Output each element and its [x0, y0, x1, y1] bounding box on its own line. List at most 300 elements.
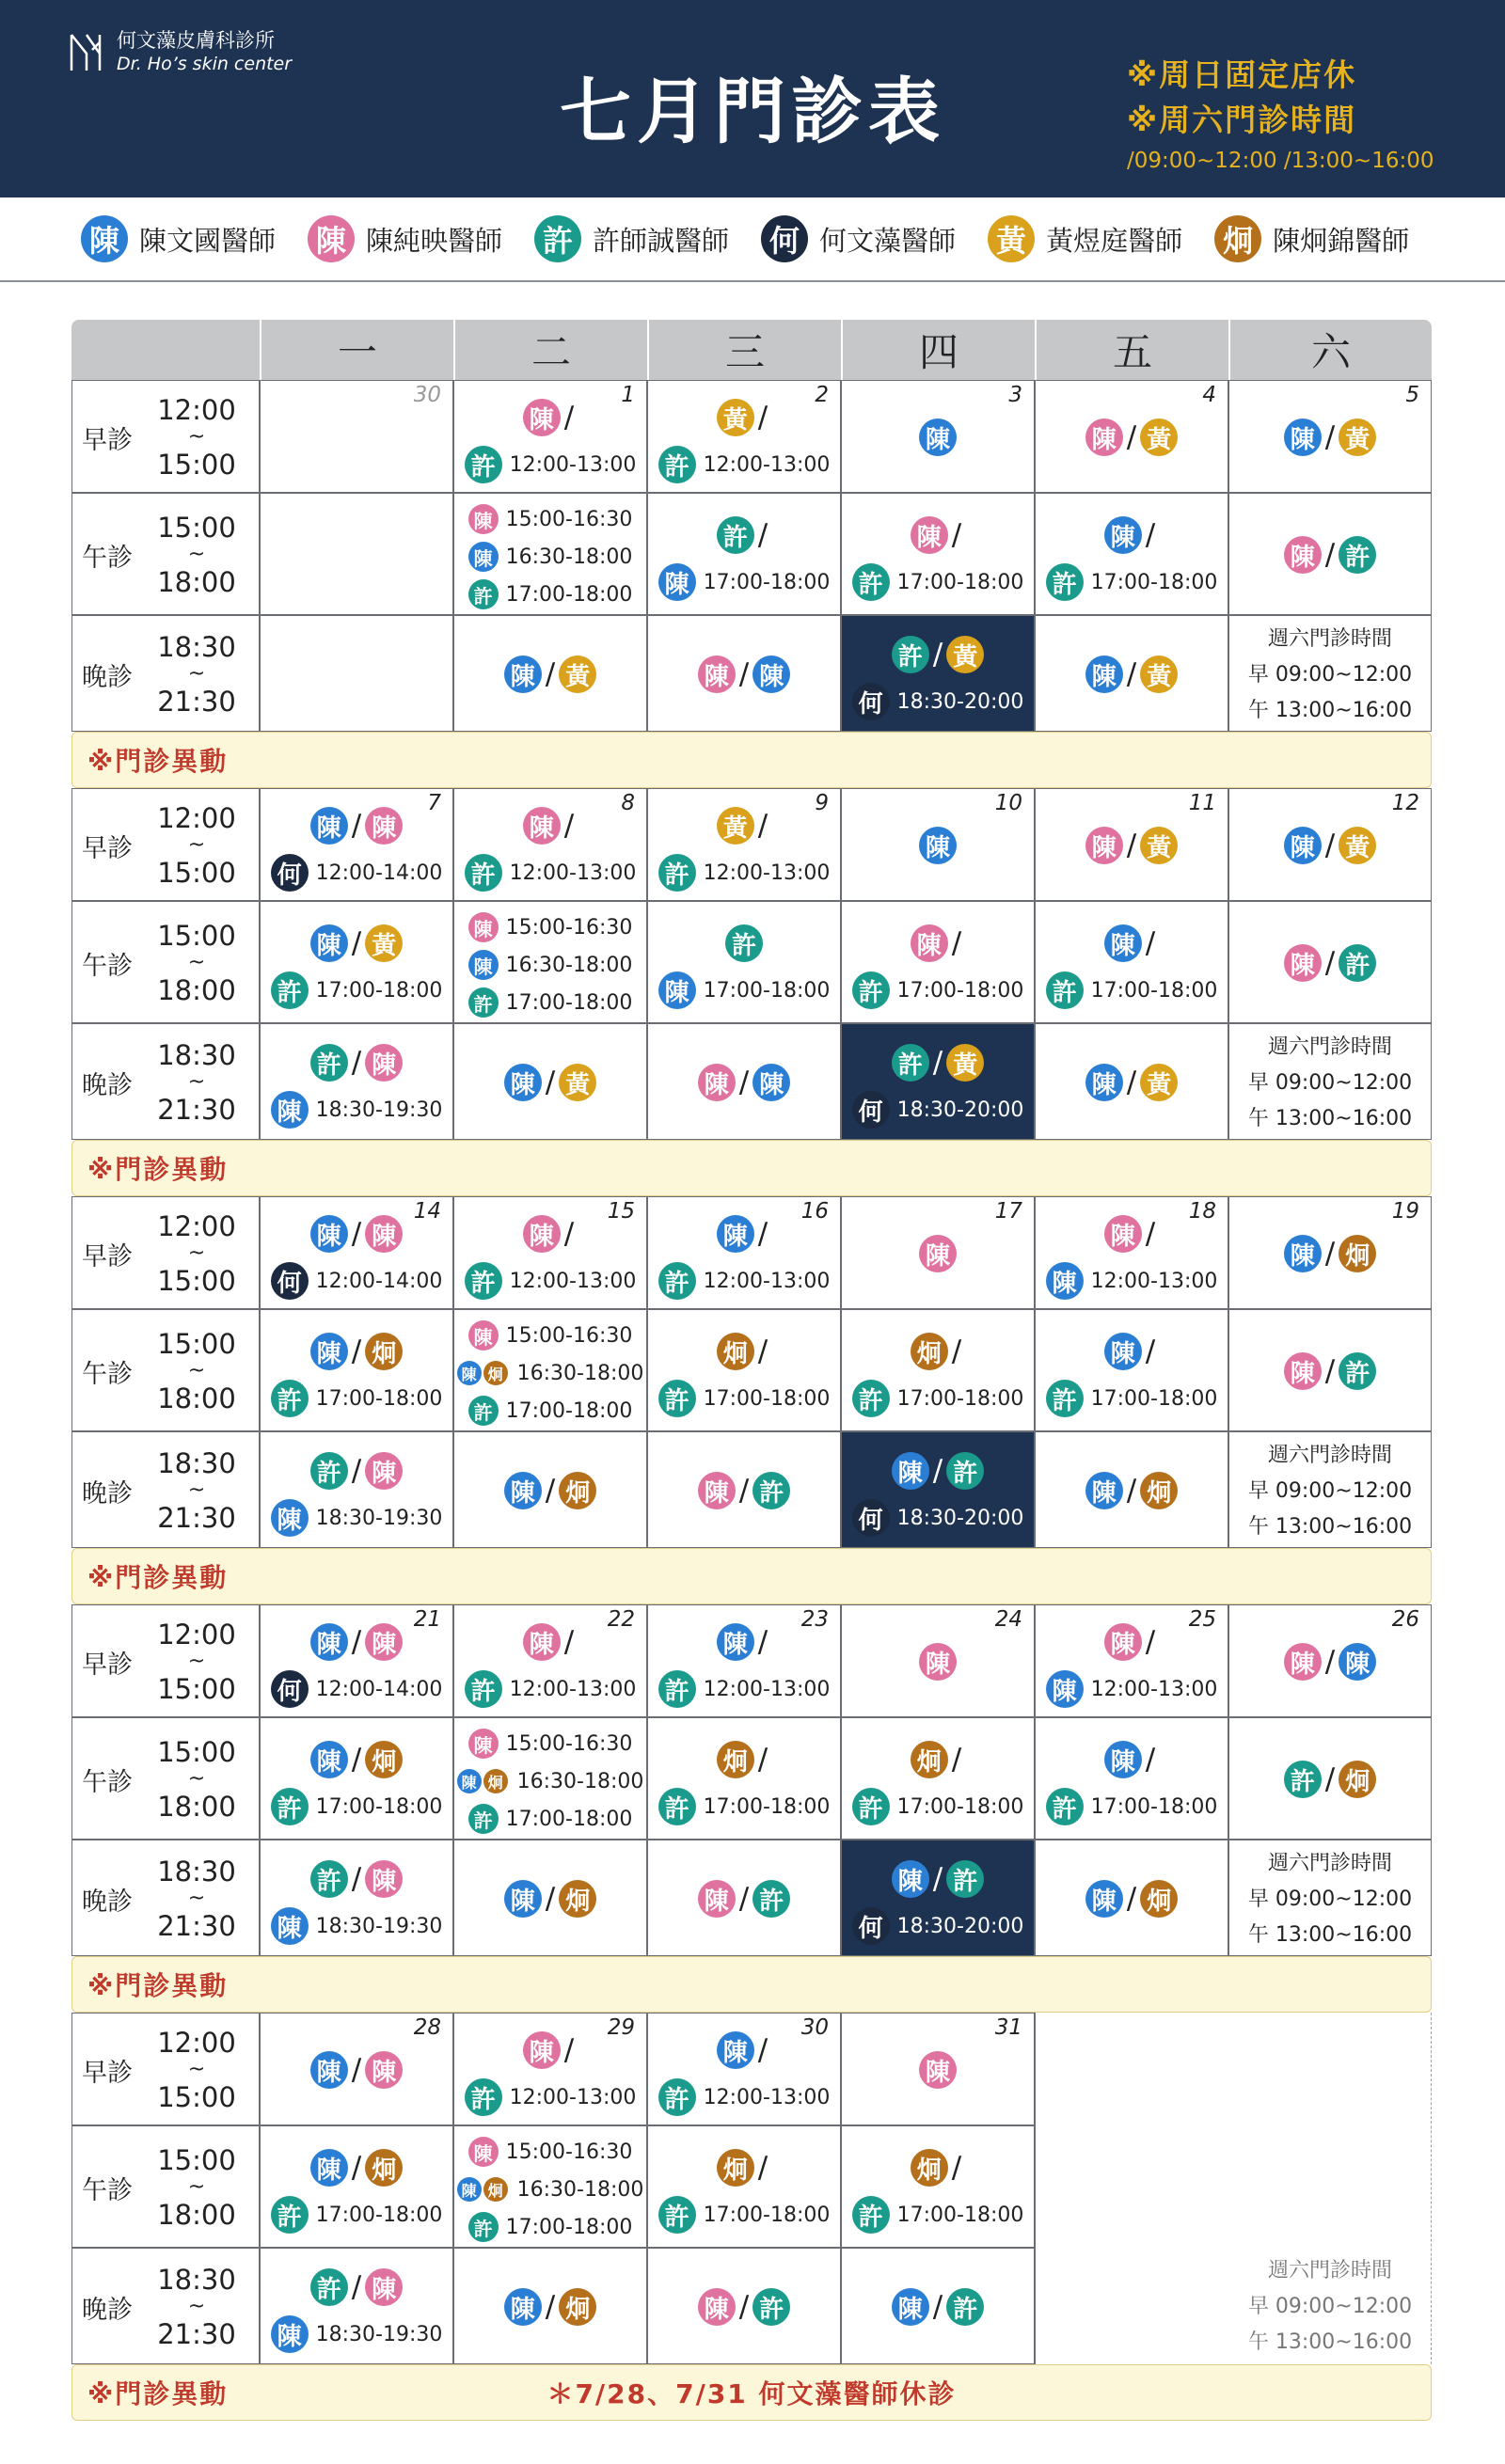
slash-separator: / — [563, 809, 575, 843]
schedule-cell — [453, 1840, 647, 1956]
assignment-row — [1036, 1210, 1228, 1257]
doctor-badge-icon: 許 — [852, 1788, 890, 1825]
slash-separator: / — [951, 2151, 962, 2185]
date-number: 21 — [413, 1607, 441, 1632]
doctor-badge-icon: 陳 — [523, 1215, 561, 1253]
date-number: 24 — [994, 1607, 1022, 1632]
time-range: 12:00-13:00 — [703, 2085, 831, 2109]
assignment-row — [648, 849, 840, 896]
slash-separator: / — [351, 2151, 362, 2185]
assignment-row — [454, 441, 646, 488]
doctor-badge-icon: 許 — [468, 579, 499, 609]
schedule-cell — [647, 1023, 841, 1140]
slash-separator: / — [1145, 1335, 1156, 1368]
assignment-row — [842, 1328, 1034, 1375]
assignment-row — [1036, 651, 1228, 698]
assignment-row — [261, 1257, 452, 1304]
schedule-cell — [453, 901, 647, 1023]
schedule-change-note: ＊7/28、7/31 何文藻醫師休診 — [547, 2378, 957, 2409]
doctor-badge-icon: 許 — [310, 1452, 348, 1490]
slot-hours — [133, 1040, 261, 1125]
schedule-cell — [841, 901, 1035, 1023]
schedule-cell — [1035, 1604, 1228, 1717]
assignment-row — [648, 1375, 840, 1422]
schedule-change-banner — [71, 1140, 1432, 1196]
doctor-badge-icon: 陳 — [658, 563, 696, 601]
schedule-change-label: ※門診異動 — [87, 1562, 229, 1593]
doctor-badge-icon: 陳 — [919, 1643, 957, 1681]
slot-tilde: ~ — [187, 543, 206, 566]
slash-separator: / — [1126, 1474, 1137, 1508]
time-range: 16:30-18:00 — [516, 2177, 644, 2202]
saturday-hours-am: 早 09:00~12:00 — [1247, 663, 1413, 687]
saturday-hours-title: 週六門診時間 — [1267, 1852, 1392, 1875]
doctor-badge-icon: 許 — [946, 2288, 984, 2326]
slot-time-cell — [71, 2248, 260, 2364]
schedule-cell — [1035, 380, 1228, 493]
doctor-badge-icon: 陳 — [504, 1064, 542, 1101]
schedule-cell — [841, 1717, 1035, 1840]
slash-separator: / — [563, 1625, 575, 1659]
assignment-row — [648, 1328, 840, 1375]
saturday-hours-title: 週六門診時間 — [1267, 2259, 1392, 2282]
saturday-hours-pm: 午 13:00~16:00 — [1247, 699, 1413, 722]
assignment-row — [648, 802, 840, 849]
slot-name: 午診 — [82, 951, 133, 981]
slash-separator: / — [563, 401, 575, 434]
slot-tilde: ~ — [187, 1241, 206, 1265]
doctor-badge-icon: 陳 — [1104, 1333, 1142, 1370]
assignment-row — [454, 1392, 646, 1429]
doctor-badge-icon: 許 — [725, 924, 763, 962]
doctor-badge-icon: 許 — [1339, 1352, 1376, 1390]
slot-name: 早診 — [82, 2058, 133, 2088]
doctor-badge-icon: 陳 — [504, 2288, 542, 2326]
slash-separator: / — [1324, 1237, 1336, 1271]
time-range: 15:00-16:30 — [505, 1731, 633, 1756]
assignment-row — [842, 1086, 1034, 1133]
date-number: 29 — [607, 2015, 635, 2040]
schedule-cell — [453, 1196, 647, 1309]
assignment-row — [1229, 940, 1431, 987]
doctor-badge-icon: 炯 — [717, 1741, 754, 1778]
time-range: 12:00-14:00 — [315, 861, 443, 885]
schedule-cell — [1035, 1840, 1228, 1956]
assignment-row — [454, 1619, 646, 1666]
doctor-badge-icon: 許 — [658, 1262, 696, 1300]
doctor-badge-icon: 何 — [852, 1907, 890, 1945]
time-range: 15:00-16:30 — [505, 915, 633, 940]
doctor-badge-icon: 許 — [658, 854, 696, 892]
saturday-hours-title: 週六門診時間 — [1267, 627, 1392, 651]
slot-end: 18:00 — [157, 1382, 236, 1414]
assignment-row — [648, 1059, 840, 1106]
assignment-row — [842, 631, 1034, 678]
time-range: 17:00-18:00 — [505, 1398, 633, 1423]
assignment-row — [454, 576, 646, 613]
schedule-change-banner — [71, 1548, 1432, 1604]
schedule-cell — [453, 380, 647, 493]
slash-separator: / — [1324, 829, 1336, 862]
slot-hours — [133, 921, 261, 1005]
slash-separator: / — [1324, 420, 1336, 454]
doctor-badge-icon: 許 — [946, 1860, 984, 1898]
slash-separator: / — [738, 1474, 750, 1508]
slash-separator: / — [738, 1066, 750, 1099]
slash-separator: / — [545, 657, 556, 691]
assignment-row — [261, 1736, 452, 1783]
date-number: 12 — [1391, 791, 1419, 815]
doctor-badge-icon: 陳 — [310, 2051, 348, 2089]
schedule-cell — [1228, 1309, 1432, 1431]
time-range: 12:00-13:00 — [703, 452, 831, 477]
assignment-row — [1036, 822, 1228, 869]
slash-separator: / — [757, 1335, 768, 1368]
slot-hours — [133, 1737, 261, 1822]
doctor-badge-icon: 陳 — [365, 1860, 403, 1898]
slash-separator: / — [1145, 926, 1156, 960]
assignment-row — [454, 849, 646, 896]
assignment-row — [261, 920, 452, 967]
date-number: 23 — [800, 1607, 829, 1632]
schedule-cell — [453, 1309, 647, 1431]
legend-doctor-name: 許師誠醫師 — [593, 224, 730, 257]
assignment-row — [1229, 822, 1431, 869]
time-range: 12:00-13:00 — [703, 1269, 831, 1293]
slot-end: 15:00 — [157, 857, 236, 889]
slash-separator: / — [1145, 1743, 1156, 1777]
schedule-cell — [1035, 901, 1228, 1023]
schedule-cell — [1035, 1431, 1228, 1548]
doctor-badge-icon: 許 — [1046, 1380, 1084, 1417]
doctor-badge-icon: 陳 — [310, 1333, 348, 1370]
doctor-badge-icon: 陳 — [892, 1452, 929, 1490]
doctor-badge-icon: 陳 — [1284, 1235, 1322, 1272]
slash-separator: / — [351, 1454, 362, 1488]
doctor-badge-icon: 許 — [1046, 563, 1084, 601]
doctor-badge-icon: 陳 — [271, 1091, 309, 1129]
doctor-badge-icon: 陳 — [1085, 827, 1123, 864]
schedule-change-label: ※門診異動 — [87, 746, 229, 777]
slot-end: 18:00 — [157, 1791, 236, 1823]
doctor-badge-icon: 陳 — [523, 807, 561, 845]
saturday-hours-pm: 午 13:00~16:00 — [1247, 2330, 1413, 2354]
date-number: 14 — [413, 1199, 441, 1224]
doctor-badge-icon: 許 — [658, 1670, 696, 1708]
assignment-row — [1036, 512, 1228, 559]
slot-hours — [133, 2145, 261, 2230]
doctor-badge-icon: 炯 — [483, 1769, 508, 1793]
assignment-row — [648, 1467, 840, 1514]
assignment-row — [454, 1666, 646, 1713]
date-number: 10 — [994, 791, 1022, 815]
time-range: 18:30-20:00 — [896, 1098, 1024, 1122]
slot-time — [72, 1718, 261, 1840]
slash-separator: / — [351, 1335, 362, 1368]
slot-name: 晚診 — [82, 1887, 133, 1917]
assignment-row — [648, 1257, 840, 1304]
doctor-badge-icon: 炯 — [1214, 215, 1261, 262]
doctor-badge-icon: 許 — [465, 2078, 502, 2116]
doctor-badge-icon: 陳 — [919, 2051, 957, 2089]
slash-separator: / — [757, 401, 768, 434]
assignment-row — [1229, 1756, 1431, 1803]
slot-end: 21:30 — [157, 1502, 236, 1534]
assignment-row — [648, 2283, 840, 2330]
doctor-badge-icon: 陳 — [919, 1235, 957, 1272]
slash-separator: / — [1324, 946, 1336, 980]
assignment-row — [648, 967, 840, 1014]
doctor-badge-icon: 陳 — [457, 2177, 482, 2202]
doctor-badge-icon: 陳 — [457, 1361, 482, 1385]
assignment-row — [648, 1736, 840, 1783]
schedule-cell — [260, 493, 453, 615]
doctor-badge-icon: 陳 — [892, 2288, 929, 2326]
slash-separator: / — [951, 926, 962, 960]
assignment-row — [454, 946, 646, 984]
doctor-badge-icon: 陳 — [1104, 1741, 1142, 1778]
doctor-badge-icon: 陳 — [310, 1741, 348, 1778]
doctor-badge-icon: 何 — [761, 215, 808, 262]
header-notes — [1127, 53, 1434, 179]
slot-time — [72, 494, 261, 616]
slot-tilde: ~ — [187, 951, 206, 974]
doctor-badge-icon: 何 — [271, 1670, 309, 1708]
schedule-change-banner — [71, 2364, 1432, 2421]
schedule-cell — [260, 901, 453, 1023]
doctor-badge-icon: 陳 — [271, 1499, 309, 1537]
schedule-cell — [1228, 1840, 1432, 1956]
doctor-badge-icon: 許 — [310, 1860, 348, 1898]
slot-time — [72, 2126, 261, 2249]
slot-name: 晚診 — [82, 1478, 133, 1508]
assignment-row — [454, 500, 646, 538]
time-range: 17:00-18:00 — [896, 978, 1024, 1003]
assignment-row — [261, 967, 452, 1014]
legend-doctor-name: 黃煜庭醫師 — [1046, 224, 1183, 257]
date-number: 4 — [1202, 383, 1216, 407]
weekday-label: 六 — [1228, 320, 1432, 380]
legend-item — [308, 215, 502, 262]
assignment-row — [261, 2311, 452, 2358]
slash-separator: / — [738, 657, 750, 691]
slot-hours — [133, 2028, 261, 2112]
assignment-row — [454, 2027, 646, 2074]
assignment-row — [261, 1666, 452, 1713]
assignment-row — [261, 1210, 452, 1257]
schedule-cell — [841, 493, 1035, 615]
slot-start: 12:00 — [157, 394, 236, 426]
schedule-cell — [1035, 1717, 1228, 1840]
assignment-row — [261, 2144, 452, 2191]
assignment-row — [261, 2191, 452, 2238]
assignment-row — [454, 908, 646, 946]
date-number: 22 — [607, 1607, 635, 1632]
doctor-badge-icon: 許 — [465, 1670, 502, 1708]
slot-end: 21:30 — [157, 1094, 236, 1126]
time-range: 12:00-13:00 — [509, 452, 637, 477]
slash-separator: / — [1126, 1882, 1137, 1916]
schedule-cell — [647, 901, 841, 1023]
slot-hours — [133, 632, 261, 717]
time-range: 18:30-19:30 — [315, 1914, 443, 1938]
doctor-badge-icon: 炯 — [365, 1741, 403, 1778]
doctor-badge-icon: 炯 — [717, 1333, 754, 1370]
doctor-badge-icon: 陳 — [1284, 419, 1322, 456]
slot-name: 午診 — [82, 1359, 133, 1389]
slot-time-cell — [71, 1309, 260, 1431]
slot-end: 18:00 — [157, 566, 236, 598]
slot-end: 15:00 — [157, 2081, 236, 2113]
assignment-row — [261, 1328, 452, 1375]
doctor-badge-icon: 陳 — [523, 399, 561, 436]
doctor-badge-icon: 黃 — [946, 1044, 984, 1082]
assignment-row — [261, 802, 452, 849]
date-number: 15 — [607, 1199, 635, 1224]
slot-start: 12:00 — [157, 2027, 236, 2059]
slot-tilde: ~ — [187, 1359, 206, 1382]
doctor-badge-icon: 許 — [752, 1472, 790, 1509]
time-range: 18:30-20:00 — [896, 689, 1024, 714]
slash-separator: / — [351, 926, 362, 960]
legend-doctor-name: 陳純映醫師 — [366, 224, 503, 257]
assignment-row — [454, 1467, 646, 1514]
schedule-cell — [841, 1604, 1035, 1717]
time-range: 17:00-18:00 — [703, 1386, 831, 1411]
slot-start: 18:30 — [157, 2264, 236, 2296]
assignment-row — [648, 1783, 840, 1830]
time-range: 17:00-18:00 — [703, 1794, 831, 1819]
time-range: 16:30-18:00 — [505, 545, 633, 569]
assignment-row — [1036, 920, 1228, 967]
doctor-badge-icon: 許 — [852, 2196, 890, 2234]
time-range: 12:00-13:00 — [1090, 1677, 1218, 1701]
slot-start: 15:00 — [157, 1328, 236, 1360]
assignment-row — [1036, 1736, 1228, 1783]
saturday-hours-title: 週六門診時間 — [1267, 1035, 1392, 1059]
doctor-badge-icon: 何 — [271, 854, 309, 892]
doctor-badge-icon: 許 — [271, 2196, 309, 2234]
time-range: 17:00-18:00 — [703, 570, 831, 594]
assignment-row — [648, 920, 840, 967]
assignment-row — [261, 1903, 452, 1950]
slot-time-cell — [71, 788, 260, 901]
slash-separator: / — [1324, 538, 1336, 572]
slash-separator: / — [1126, 420, 1137, 454]
schedule-cell — [453, 1604, 647, 1717]
schedule-cell — [1228, 901, 1432, 1023]
slot-time — [72, 1197, 261, 1310]
slash-separator: / — [545, 1882, 556, 1916]
slash-separator: / — [563, 2033, 575, 2067]
schedule-cell — [647, 1717, 841, 1840]
page-title: 七月門診表 — [560, 70, 945, 153]
doctor-badge-icon: 許 — [892, 636, 929, 673]
doctor-badge-icon: 陳 — [1046, 1670, 1084, 1708]
assignment-row — [454, 1725, 646, 1762]
doctor-badge-icon: 陳 — [468, 912, 499, 942]
legend-doctor-name: 何文藻醫師 — [819, 224, 957, 257]
doctor-badge-icon: 黃 — [1140, 827, 1178, 864]
clinic-name-en: Dr. Ho’s skin center — [117, 54, 293, 74]
doctor-badge-icon: 陳 — [1339, 1643, 1376, 1681]
doctor-badge-icon: 陳 — [752, 1064, 790, 1101]
schedule-cell — [1228, 1717, 1432, 1840]
doctor-badge-icon: 許 — [852, 1380, 890, 1417]
doctor-badge-icon: 陳 — [523, 2031, 561, 2069]
assignment-row — [842, 2046, 1034, 2093]
assignment-row — [1229, 414, 1431, 461]
schedule-cell — [260, 615, 453, 732]
time-range: 12:00-13:00 — [509, 861, 637, 885]
assignment-row — [454, 1800, 646, 1838]
slash-separator: / — [545, 1066, 556, 1099]
assignment-row — [1229, 1348, 1431, 1395]
doctor-badge-icon: 許 — [852, 563, 890, 601]
doctor-badge-icon: 黃 — [717, 807, 754, 845]
assignment-row — [1036, 1059, 1228, 1106]
date-number: 18 — [1188, 1199, 1216, 1224]
slash-separator: / — [757, 518, 768, 552]
slot-time-cell — [71, 1196, 260, 1309]
slot-tilde: ~ — [187, 1767, 206, 1791]
doctor-badge-icon: 許 — [310, 2268, 348, 2306]
doctor-badge-icon: 陳 — [1085, 1880, 1123, 1918]
slot-name: 早診 — [82, 833, 133, 863]
slash-separator: / — [351, 1743, 362, 1777]
assignment-row — [454, 2283, 646, 2330]
slot-tilde: ~ — [187, 1650, 206, 1673]
assignment-row — [261, 1086, 452, 1133]
doctor-badge-icon: 炯 — [483, 1361, 508, 1385]
schedule-cell — [1228, 788, 1432, 901]
doctor-badge-icon: 炯 — [717, 2149, 754, 2187]
time-range: 17:00-18:00 — [315, 2203, 443, 2227]
doctor-badge-icon: 炯 — [1140, 1472, 1178, 1509]
doctor-badge-icon: 炯 — [559, 1472, 596, 1509]
date-number: 9 — [815, 791, 829, 815]
saturday-hours-pm: 午 13:00~16:00 — [1247, 1923, 1413, 1947]
schedule-cell — [841, 1431, 1035, 1548]
assignment-row — [842, 1039, 1034, 1086]
schedule-cell — [647, 615, 841, 732]
slash-separator: / — [351, 809, 362, 843]
slot-hours — [133, 1329, 261, 1414]
assignment-row — [842, 1375, 1034, 1422]
slash-separator: / — [1324, 1762, 1336, 1796]
assignment-row — [261, 2264, 452, 2311]
time-range: 12:00-13:00 — [703, 1677, 831, 1701]
slot-hours — [133, 2265, 261, 2349]
doctor-badge-icon: 許 — [534, 215, 581, 262]
schedule-cell — [841, 615, 1035, 732]
weekday-label: 二 — [453, 320, 647, 380]
doctor-badge-icon: 許 — [658, 2196, 696, 2234]
doctor-badge-icon: 陳 — [1104, 1623, 1142, 1661]
slot-name: 晚診 — [82, 1070, 133, 1100]
doctor-legend — [0, 197, 1505, 282]
slash-separator: / — [951, 518, 962, 552]
time-range: 17:00-18:00 — [896, 2203, 1024, 2227]
assignment-row — [454, 984, 646, 1021]
schedule-cell — [1228, 380, 1432, 493]
slot-time-cell — [71, 1023, 260, 1140]
doctor-badge-icon: 陳 — [365, 1215, 403, 1253]
time-range: 16:30-18:00 — [516, 1769, 644, 1793]
assignment-row — [842, 2191, 1034, 2238]
slot-hours — [133, 395, 261, 480]
assignment-row — [1036, 559, 1228, 606]
